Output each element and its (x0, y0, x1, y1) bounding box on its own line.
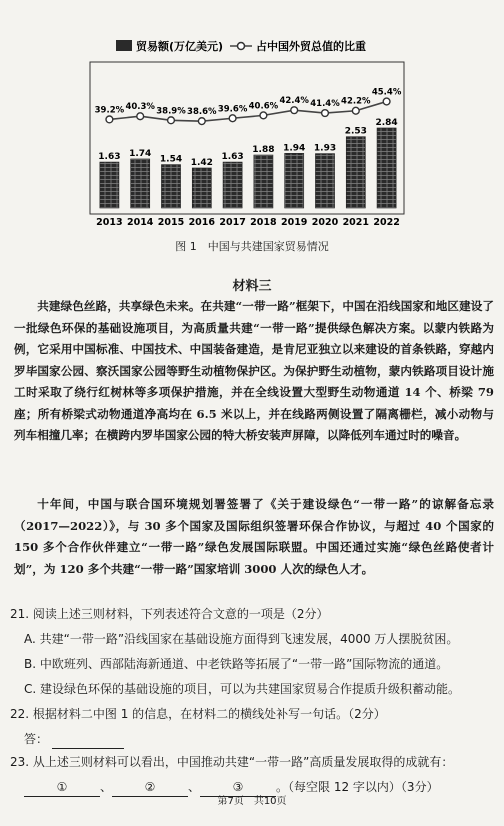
blank-separator-2: 、 (188, 780, 201, 794)
bar-2014 (131, 159, 150, 208)
paragraph-2: 十年间，中国与联合国环境规划署签署了《关于建设绿色“一带一路”的谅解备忘录（2017—2022）》，与 30 多个国家及国际组织签署环保合作协议，与超过 40 个国家的 150 多个合作伙伴建立“一带一路”绿色发展国际联盟。中国还通过实施“绿色丝路使者计划”，为 120 多个共建“一带一路”国家培训 3000 人次的绿色人才。 (14, 497, 494, 576)
share-label-2013: 39.2% (94, 105, 125, 116)
share-point-2020 (322, 110, 329, 117)
page-footer: 第7页 共10页 (217, 796, 287, 807)
share-label-2018: 40.6% (248, 101, 279, 112)
bar-value-2022: 2.84 (375, 117, 398, 128)
bar-value-2020: 1.93 (313, 143, 337, 154)
share-label-2022: 45.4% (371, 87, 402, 98)
legend-line-marker (238, 43, 245, 50)
x-tick-2015: 2015 (157, 217, 185, 228)
share-label-2019: 42.4% (279, 96, 309, 107)
share-label-2015: 38.9% (156, 106, 186, 117)
bar-value-2015: 1.54 (159, 154, 183, 165)
bar-value-2018: 1.88 (252, 145, 275, 156)
legend-bar-swatch (116, 40, 132, 51)
x-tick-2022: 2022 (373, 217, 400, 228)
x-tick-2021: 2021 (342, 217, 370, 228)
share-label-2014: 40.3% (125, 102, 155, 113)
x-tick-2018: 2018 (250, 217, 277, 228)
share-point-2017 (229, 115, 236, 122)
share-label-2020: 41.4% (310, 99, 340, 110)
answer-blank[interactable] (52, 730, 124, 749)
bar-value-2017: 1.63 (221, 152, 244, 163)
share-label-2021: 42.2% (341, 96, 371, 107)
question-22-stem: 22. 根据材料二中图 1 的信息，在材料二的横线处补写一句话。（2分） (10, 707, 386, 721)
x-tick-2017: 2017 (219, 217, 246, 228)
bar-value-2014: 1.74 (129, 148, 152, 159)
bar-2019 (285, 153, 304, 208)
bar-2022 (377, 128, 396, 208)
x-tick-2019: 2019 (280, 217, 308, 228)
question-21-option-c: C. 建设绿色环保的基础设施的项目，可以为共建国家贸易合作提质升级积蓄动能。 (24, 682, 461, 696)
bar-value-2021: 2.53 (344, 126, 367, 137)
blank-2[interactable]: ② (112, 778, 188, 797)
x-tick-2013: 2013 (96, 217, 123, 228)
bar-value-2019: 1.94 (283, 143, 306, 154)
share-point-2019 (291, 107, 298, 114)
bar-value-2013: 1.63 (98, 152, 121, 163)
x-tick-2014: 2014 (126, 217, 154, 228)
bar-2020 (315, 154, 334, 208)
blank-3[interactable]: ③ (200, 778, 276, 797)
share-point-2013 (106, 116, 113, 123)
bar-2016 (192, 168, 211, 208)
share-point-2015 (168, 117, 175, 124)
question-21-stem: 21. 阅读上述三则材料，下列表述符合文意的一项是（2分） (10, 607, 329, 621)
chart-legend (116, 39, 366, 53)
trade-chart (84, 36, 414, 232)
share-label-2017: 39.6% (217, 104, 248, 115)
question-21-option-b: B. 中欧班列、西部陆海新通道、中老铁路等拓展了“一带一路”国际物流的通道。 (24, 657, 449, 671)
share-label-2016: 38.6% (187, 107, 217, 118)
answer-label: 答： (24, 732, 49, 746)
x-tick-2016: 2016 (188, 217, 216, 228)
paragraph-1: 共建绿色丝路，共享绿色未来。在共建“一带一路”框架下，中国在沿线国家和地区建设了一批绿色环保的基础设施项目，为高质量共建“一带一路”提供绿色解决方案。以蒙内铁路为例，它采用中国标准、中国技术、中国装备建造，是肯尼亚独立以来建设的首条铁路，穿越内罗毕国家公园、察沃国家公园等野生动植物保护区。为保护野生动植物，蒙内铁路项目设计施工时采取了绕行红树林等多项保护措施，并在全线设置大型野生动物通道 14 个、桥梁 79 座；所有桥梁式动物通道净高均在 6.5 米以上，并在线路两侧设置了隔离栅栏，减小动物与列车相撞几率；在横跨内罗毕国家公园的特大桥安装声屏障，以降低列车通过时的噪音。 (14, 299, 494, 442)
legend-bar-label: 贸易额(万亿美元) (136, 40, 224, 53)
question-23-stem: 23. 从上述三则材料可以看出，中国推动共建“一带一路”高质量发展取得的成就有： (10, 755, 454, 769)
bar-2017 (223, 162, 242, 208)
blank-separator-1: 、 (100, 780, 113, 794)
question-21-option-a: A. 共建“一带一路”沿线国家在基础设施方面得到飞速发展，4000 万人摆脱贫困。 (24, 632, 459, 646)
section-title: 材料三 (232, 279, 272, 294)
share-point-2021 (352, 107, 359, 114)
bar-2015 (161, 165, 180, 208)
question-22-answer (24, 730, 494, 749)
bar-2018 (254, 155, 273, 208)
share-point-2018 (260, 112, 267, 119)
bar-2013 (100, 162, 119, 208)
figure-caption: 图 1 中国与共建国家贸易情况 (175, 240, 329, 253)
x-tick-2020: 2020 (311, 217, 339, 228)
legend-line-label: 占中国外贸总值的比重 (256, 40, 366, 53)
share-point-2016 (198, 118, 205, 125)
bar-value-2016: 1.42 (190, 157, 213, 168)
share-point-2014 (137, 113, 144, 120)
bar-2021 (346, 137, 365, 208)
blank-1[interactable]: ① (24, 778, 100, 797)
question-23-tail: 。（每空限 12 字以内）（3分） (276, 780, 439, 794)
share-point-2022 (383, 98, 390, 105)
